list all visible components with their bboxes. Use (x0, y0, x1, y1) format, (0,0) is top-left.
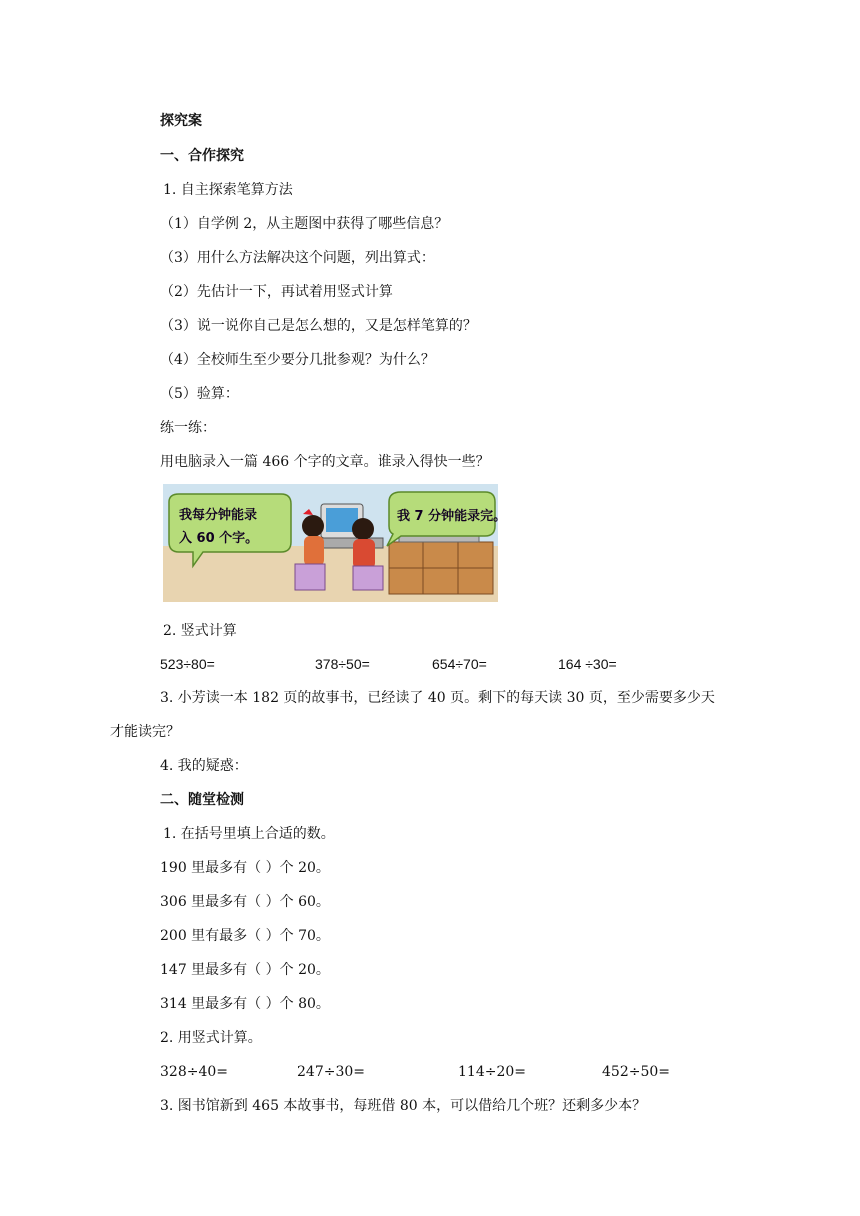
bubble-right-text: 我 7 分钟能录完。 (397, 509, 498, 524)
section-heading-cooperative: 一、合作探究 (160, 148, 244, 164)
item-2: 2. 竖式计算 (163, 623, 237, 639)
page-title: 探究案 (160, 113, 202, 129)
practice-question: 用电脑录入一篇 466 个字的文章。谁录入得快一些？ (160, 454, 490, 470)
question-5: （5）验算： (160, 386, 239, 402)
item-3-line1: 3. 小芳读一本 182 页的故事书，已经读了 40 页。剩下的每天读 30 页，至少需要多少天 (160, 690, 715, 706)
fill-item: 314 里最多有（ ）个 80。 (160, 996, 330, 1012)
question-1: （1）自学例 2，从主题图中获得了哪些信息？ (160, 216, 449, 232)
item-3-line2: 才能读完？ (110, 724, 180, 740)
typing-illustration (163, 484, 498, 602)
classroom-scene (163, 484, 498, 602)
question-3a: （3）用什么方法解决这个问题，列出算式： (160, 250, 435, 266)
calc-2-b: 247÷30= (297, 1064, 365, 1080)
calc-1-a: 523÷80= (160, 656, 215, 672)
calc-2-d: 452÷50= (602, 1064, 670, 1080)
fill-item: 200 里有最多（ ）个 70。 (160, 928, 330, 944)
test-1: 1. 在括号里填上合适的数。 (163, 826, 335, 842)
bubble-left-line1: 我每分钟能录 (179, 508, 258, 523)
practice-label: 练一练： (160, 420, 216, 436)
question-3b: （3）说一说你自己是怎么想的，又是怎样笔算的？ (160, 318, 477, 334)
question-4: （4）全校师生至少要分几批参观？为什么？ (160, 352, 435, 368)
calc-1-c: 654÷70= (432, 656, 487, 672)
fill-item: 190 里最多有（ ）个 20。 (160, 860, 330, 876)
test-2: 2. 用竖式计算。 (160, 1030, 262, 1046)
fill-item: 306 里最多有（ ）个 60。 (160, 894, 330, 910)
bubble-left-line2: 入 60 个字。 (179, 531, 259, 546)
calc-1-b: 378÷50= (315, 656, 370, 672)
item-4: 4. 我的疑惑： (160, 758, 248, 774)
item-1: 1. 自主探索笔算方法 (163, 182, 293, 198)
question-2: （2）先估计一下，再试着用竖式计算 (160, 284, 393, 300)
calc-2-c: 114÷20= (458, 1064, 526, 1080)
section-heading-test: 二、随堂检测 (160, 792, 244, 808)
calc-1-d: 164 ÷30= (558, 656, 617, 672)
fill-item: 147 里最多有（ ）个 20。 (160, 962, 330, 978)
calc-2-a: 328÷40= (160, 1064, 228, 1080)
test-3: 3. 图书馆新到 465 本故事书，每班借 80 本，可以借给几个班？还剩多少本？ (160, 1098, 647, 1114)
